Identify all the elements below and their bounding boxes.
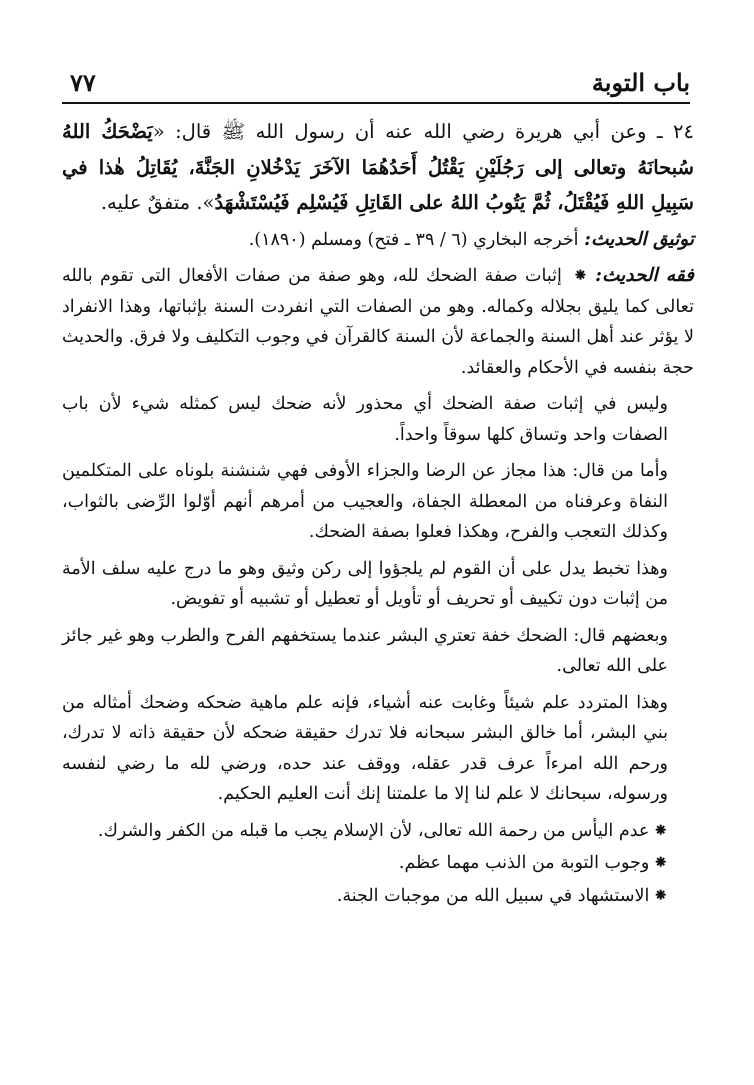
chapter-title: باب التوبة xyxy=(591,68,690,97)
list-item-text: عدم اليأس من رحمة الله تعالى، لأن الإسلام يجب ما قبله من الكفر والشرك. xyxy=(97,820,650,841)
bullet-star-icon: ⁕ xyxy=(653,853,668,873)
page-body xyxy=(62,114,694,913)
list-item xyxy=(62,816,694,847)
hadith-paragraph xyxy=(62,114,694,221)
hadith-text: يَضْحَكُ اللهُ سُبحانَهُ وتعالى إلى رَجُلَيْنِ يَقْتُلُ أَحَدُهُمَا الآخَرَ يَدْخُلانِ الجَنَّةَ، يُقَاتِلُ هٰذا في سَبِيلِ اللهِ فَيُقْتَلُ، ثُمَّ يَتُوبُ اللهُ على القَاتِلِ فَيُسْلِم فَيُسْتَشْهَدُ xyxy=(62,120,694,214)
fiqh-text: إثبات صفة الضحك لله، وهو صفة من صفات الأفعال التى تقوم بالله تعالى كما يليق بجلاله وكماله. وهو من الصفات التي انفردت السنة بإثباتها، وهذا الانفراد لا يؤثر عند أهل السنة والجماعة لأن السنة كالقرآن في وجوب التكليف ولا فرق. والحديث حجة بنفسه في الأحكام والعقائد. xyxy=(62,266,694,378)
hadith-intro: ٢٤ ـ وعن أبي هريرة رضي الله عنه أن رسول الله ﷺ قال: « xyxy=(152,120,694,143)
page-header xyxy=(62,62,690,104)
benefits-list xyxy=(62,816,694,912)
list-item xyxy=(62,881,694,912)
body-paragraph: وأما من قال: هذا مجاز عن الرضا والجزاء الأوفى فهي شنشنة بلوناه على المتكلمين النفاة وعرفناه من المعطلة الجفاة، والعجيب من أمرهم أنهم أوّلوا الرِّضى بالثواب، وكذلك التعجب والفرح، وهكذا فعلوا بصفة الضحك. xyxy=(62,461,668,542)
body-paragraph: وهذا المتردد علم شيئاً وغابت عنه أشياء، فإنه علم ماهية ضحكه وضحك أمثاله من بني البشر، أما خالق البشر سبحانه فلا تدرك حقيقة ضحكه لأن حقيقة ذاته لا تدرك، ورحم الله امرءاً عرف قدر عقله، ووقف عند حده، ورضي لله ما رضي لنفسه ورسوله، سبحانك لا علم لنا إلا ما علمتنا إنك أنت العليم الحكيم. xyxy=(62,692,668,804)
body-paragraph: وبعضهم قال: الضحك خفة تعتري البشر عندما يستخفهم الفرح والطرب وهو غير جائز على الله تعالى. xyxy=(62,625,668,676)
body-paragraph: وهذا تخبط يدل على أن القوم لم يلجؤوا إلى ركن وثيق وهو ما درج عليه سلف الأمة من إثبات دون تكييف أو تحريف أو تأويل أو تعطيل أو تشبيه أو تفويض. xyxy=(62,558,668,609)
page-number: ٧٧ xyxy=(70,68,96,97)
bullet-star-icon: ⁕ xyxy=(653,885,668,906)
tawthiq-text: أخرجه البخاري (٦ / ٣٩ ـ فتح) ومسلم (١٨٩٠). xyxy=(248,229,585,250)
tawthiq-paragraph xyxy=(62,225,694,256)
list-item xyxy=(62,848,694,879)
fiqh-label: فقه الحديث: xyxy=(595,265,694,286)
list-item-text: وجوب التوبة من الذنب مهما عظم. xyxy=(398,853,650,873)
tawthiq-label: توثيق الحديث: xyxy=(584,228,694,250)
bullet-star-icon: ⁕ xyxy=(653,820,668,841)
fiqh-paragraph xyxy=(62,261,694,383)
list-item-text: الاستشهاد في سبيل الله من موجبات الجنة. xyxy=(336,885,650,906)
hadith-closing: ». متفقٌ عليه. xyxy=(100,191,215,214)
body-paragraph: وليس في إثبات صفة الضحك أي محذور لأنه ضحك ليس كمثله شيء لأن باب الصفات واحد وتساق كلها سوقاً واحداً. xyxy=(62,394,668,445)
bullet-star-icon: ⁕ xyxy=(573,266,588,286)
